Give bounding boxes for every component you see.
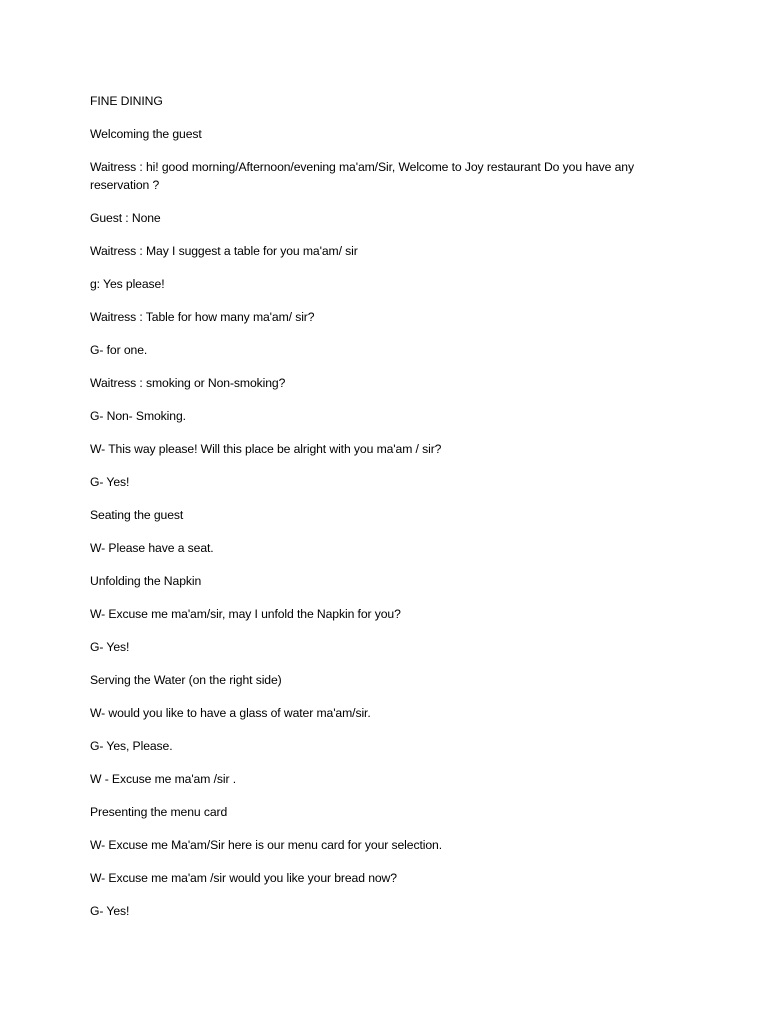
section-heading: Serving the Water (on the right side) [90,673,282,687]
dialogue-line: W- Excuse me Ma'am/Sir here is our menu card for your selection. [90,838,442,852]
dialogue-line: G- Yes! [90,904,130,918]
section-heading: Seating the guest [90,508,184,522]
dialogue-line: g: Yes please! [90,277,165,291]
dialogue-line: W- This way please! Will this place be alright with you ma'am / sir? [90,442,442,456]
dialogue-line: Waitress : hi! good morning/Afternoon/evening ma'am/Sir, Welcome to Joy restaurant Do you have any reservation ? [90,160,634,192]
dialogue-line: W- Excuse me ma'am /sir would you like your bread now? [90,871,397,885]
dialogue-line: W- Please have a seat. [90,541,214,555]
dialogue-line: G- Yes! [90,475,130,489]
section-heading: Unfolding the Napkin [90,574,202,588]
section-heading: Welcoming the guest [90,127,202,141]
dialogue-line: Waitress : smoking or Non-smoking? [90,376,286,390]
dialogue-line: G- Non- Smoking. [90,409,186,423]
dialogue-line: W - Excuse me ma'am /sir . [90,772,236,786]
dialogue-line: Waitress : May I suggest a table for you ma'am/ sir [90,244,358,258]
dialogue-line: Guest : None [90,211,161,225]
dialogue-line: G- Yes! [90,640,130,654]
document-title: FINE DINING [90,94,163,108]
dialogue-line: Waitress : Table for how many ma'am/ sir? [90,310,315,324]
dialogue-line: W- Excuse me ma'am/sir, may I unfold the Napkin for you? [90,607,401,621]
dialogue-line: G- for one. [90,343,148,357]
document-body [90,92,690,935]
dialogue-line: W- would you like to have a glass of water ma'am/sir. [90,706,371,720]
section-heading: Presenting the menu card [90,805,228,819]
dialogue-line: G- Yes, Please. [90,739,173,753]
